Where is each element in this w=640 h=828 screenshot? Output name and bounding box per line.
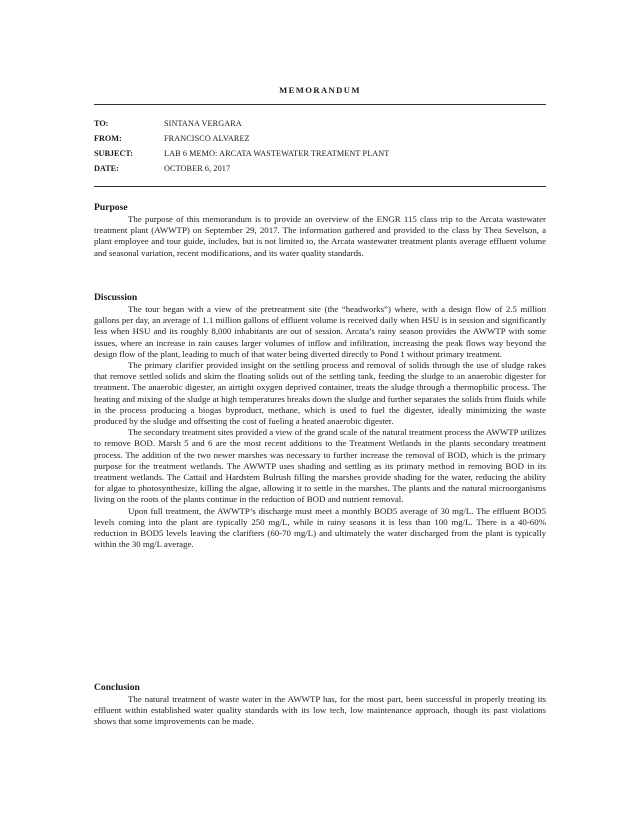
discussion-paragraph-3: The secondary treatment sites provided a view of the grand scale of the natural treatment process the AWWTP utilizes to remove BOD. Marsh 5 and 6 are the most recent additions to the Treatment Wetlands in the plants secondary treatment process. The addition of the two newer marshes was necessary to further increase the removal of BOD, which is the primary purpose for the treatment wetlands. The AWWTP uses shading and settling as its primary method in removing BOD in its treatment wetlands. The Cattail and Hardstem Bulrush filling the marshes provide shading for the water, reducing the ability for algae to photosynthesize, killing the algae, allowing it to settle in the marshes. The plants and the natural microorganisms living on the roots of the plants continue in the reduction of BOD and nutrient removal. [94,427,546,505]
to-label: TO: [94,119,109,128]
discussion-section [94,292,546,550]
discussion-paragraph-4: Upon full treatment, the AWWTP’s discharge must meet a monthly BOD5 average of 30 mg/L. The effluent BOD5 levels coming into the plant are typically 250 mg/L, while in rainy seasons it is less than 100 mg/L. There is a 40-60% reduction in BOD5 levels leaving the clarifiers (60-70 mg/L) and ultimately the water discharged from the plant is typically within the 30 mg/L average. [94,505,546,550]
to-value: SINTANA VERGARA [164,119,242,128]
discussion-paragraph-2: The primary clarifier provided insight on the settling process and removal of solids through the use of sludge rakes that remove settled solids and skim the floating solids out of the settling tank, feeding the sludge to an anaerobic digester for treatment. The anaerobic digester, an airtight oxygen deprived container, treats the sludge through a thermophilic process. The heating and mixing of the sludge at high temperatures breaks down the sludge and further separates the solids from fluids while in the process producing a biogas byproduct, methane, which is used to fuel the digester, ideally minimizing the waste produced by the sludge and offsetting the cost of fueling a heated anaerobic digester. [94,360,546,427]
discussion-paragraph-1: The tour began with a view of the pretreatment site (the “headworks”) where, with a design flow of 2.5 million gallons per day, an average of 1.1 million gallons of effluent volume is received daily when HSU is in session and significantly less when HSU and its roughly 8,000 inhabitants are out of session. Arcata’s rainy season provides the AWWTP with some issues, where an increase in rain causes larger volumes of inflow and infiltration, increasing the peak flows way beyond the design flow of the plant, leading to much of that water being diverted directly to Pond 1 without primary treatment. [94,304,546,359]
conclusion-heading: Conclusion [94,682,140,693]
date-label: DATE: [94,164,119,173]
purpose-section [94,202,546,259]
conclusion-paragraph: The natural treatment of waste water in the AWWTP has, for the most part, been successful in properly treating its effluent within established water quality standards with its low tech, low maintenance approach, though its past violations shows that some improvements can be made. [94,694,546,727]
header-top-rule [94,104,546,105]
header-bottom-rule [94,186,546,187]
conclusion-section [94,682,546,728]
purpose-paragraph: The purpose of this memorandum is to provide an overview of the ENGR 115 class trip to the Arcata wastewater treatment plant (AWWTP) on September 29, 2017. The information gathered and provided to the class by Thea Sevelson, a plant employee and tour guide, includes, but is not limited to, the Arcata wastewater treatment plants average effluent volume and seasonal variation, recent modifications, and its water quality standards. [94,214,546,258]
from-value: FRANCISCO ALVAREZ [164,134,250,143]
discussion-heading: Discussion [94,292,138,303]
subject-value: LAB 6 MEMO: ARCATA WASTEWATER TREATMENT PLANT [164,149,390,158]
purpose-heading: Purpose [94,202,128,213]
memo-title: MEMORANDUM [279,85,361,95]
date-value: OCTOBER 6, 2017 [164,164,231,173]
subject-label: SUBJECT: [94,149,133,158]
from-label: FROM: [94,134,122,143]
